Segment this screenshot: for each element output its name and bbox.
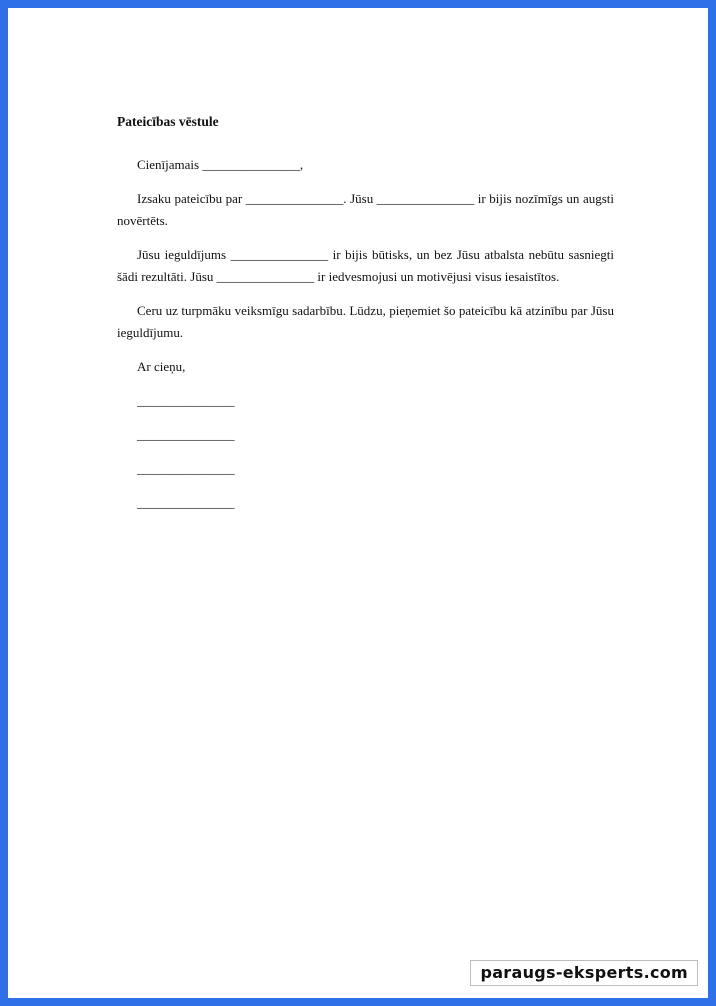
paragraph-2: Jūsu ieguldījums _______________ ir bijis būtisks, un bez Jūsu atbalsta nebūtu sasniegti šādi rezultāti. Jūsu _______________ ir iedvesmojusi un motivējusi visus iesaistītos. [117,247,614,284]
paragraph-1: Izsaku pateicību par _______________. Jūsu _______________ ir bijis nozīmīgs un augsti novērtēts. [117,191,614,228]
signature-line: _______________ [137,495,235,510]
paragraph-3: Ceru uz turpmāku veiksmīgu sadarbību. Lūdzu, pieņemiet šo pateicību kā atzinību par Jūsu ieguldījumu. [117,303,614,340]
site-watermark: paraugs-eksperts.com [470,960,698,986]
closing: Ar cieņu, [137,359,186,374]
signature-line: _______________ [137,461,235,476]
signature-block [117,390,614,514]
signature-line: _______________ [137,427,235,442]
signature-line: _______________ [137,393,235,408]
document-title: Pateicības vēstule [117,114,219,129]
greeting: Cienījamais _______________, [137,157,304,172]
document-page [117,112,614,526]
